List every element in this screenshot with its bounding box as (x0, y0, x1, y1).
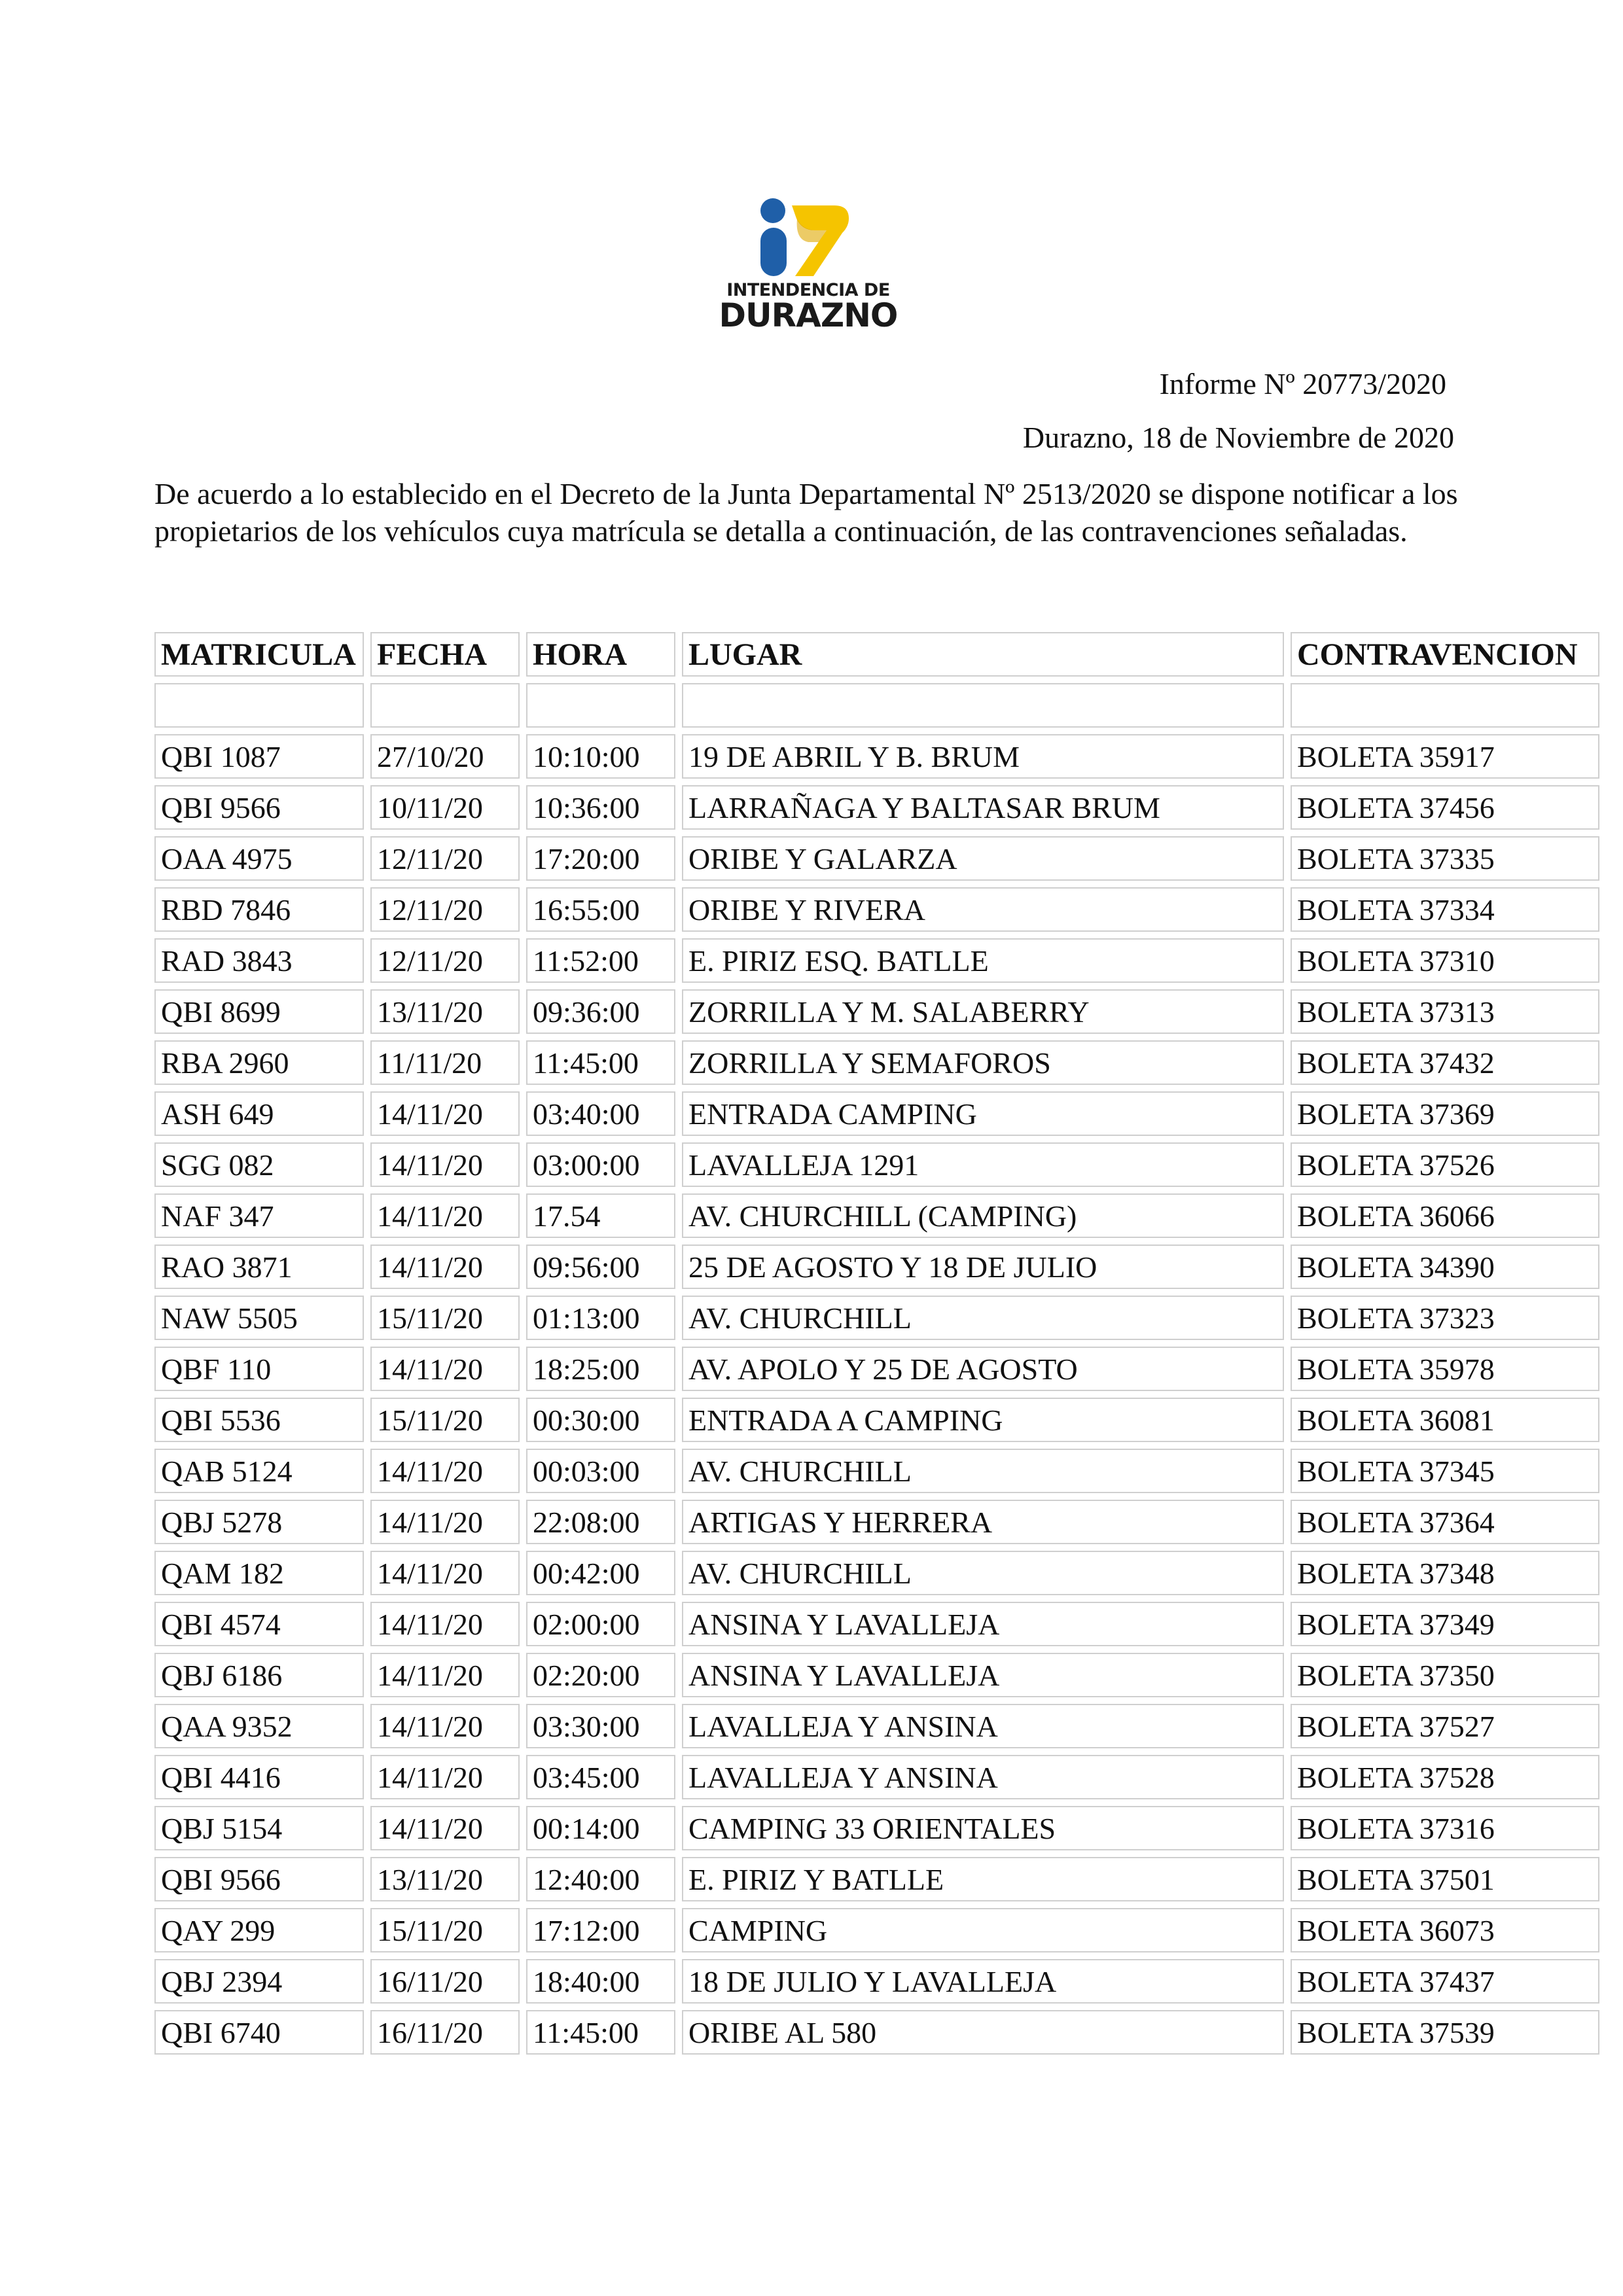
table-row (154, 1193, 1599, 1238)
cell-matricula: QAM 182 (154, 1551, 364, 1595)
table-row (154, 1347, 1599, 1391)
cell-lugar: ORIBE Y GALARZA (682, 836, 1284, 881)
cell-fecha: 14/11/20 (370, 1602, 520, 1646)
cell-fecha: 14/11/20 (370, 1653, 520, 1697)
cell-contravencion: BOLETA 37345 (1291, 1449, 1599, 1493)
table-row (154, 1449, 1599, 1493)
cell-lugar: ANSINA Y LAVALLEJA (682, 1602, 1284, 1646)
cell-contravencion: BOLETA 35917 (1291, 734, 1599, 779)
cell-matricula: RAD 3843 (154, 938, 364, 983)
table-row (154, 1959, 1599, 2004)
cell-fecha: 27/10/20 (370, 734, 520, 779)
cell-fecha: 15/11/20 (370, 1908, 520, 1952)
cell-hora: 17:12:00 (526, 1908, 675, 1952)
table-header-row (154, 632, 1599, 677)
cell-lugar: ORIBE Y RIVERA (682, 887, 1284, 932)
cell-hora: 17:20:00 (526, 836, 675, 881)
cell-hora: 12:40:00 (526, 1857, 675, 1901)
table-row (154, 1653, 1599, 1697)
cell-matricula: SGG 082 (154, 1142, 364, 1187)
cell-matricula: QBF 110 (154, 1347, 364, 1391)
cell-matricula: ASH 649 (154, 1091, 364, 1136)
cell-fecha: 12/11/20 (370, 887, 520, 932)
table-row (154, 887, 1599, 932)
cell-hora: 09:36:00 (526, 989, 675, 1034)
cell-fecha: 14/11/20 (370, 1091, 520, 1136)
cell-matricula: QBJ 5278 (154, 1500, 364, 1544)
cell-contravencion: BOLETA 37335 (1291, 836, 1599, 881)
cell-contravencion: BOLETA 37456 (1291, 785, 1599, 830)
cell-contravencion: BOLETA 37369 (1291, 1091, 1599, 1136)
cell-fecha: 14/11/20 (370, 1449, 520, 1493)
cell-lugar: 19 DE ABRIL Y B. BRUM (682, 734, 1284, 779)
cell-lugar: ENTRADA CAMPING (682, 1091, 1284, 1136)
table-row (154, 1040, 1599, 1085)
cell-matricula: QBI 8699 (154, 989, 364, 1034)
cell-contravencion: BOLETA 36066 (1291, 1193, 1599, 1238)
empty-cell (682, 683, 1284, 728)
cell-matricula: QBI 1087 (154, 734, 364, 779)
header-fecha: FECHA (370, 632, 520, 677)
table-row (154, 1857, 1599, 1901)
cell-hora: 18:25:00 (526, 1347, 675, 1391)
cell-matricula: QBI 5536 (154, 1398, 364, 1442)
cell-hora: 11:45:00 (526, 2010, 675, 2055)
cell-lugar: ZORRILLA Y M. SALABERRY (682, 989, 1284, 1034)
empty-cell (154, 683, 364, 728)
cell-contravencion: BOLETA 37348 (1291, 1551, 1599, 1595)
cell-matricula: QAY 299 (154, 1908, 364, 1952)
report-number: Informe Nº 20773/2020 (1159, 367, 1446, 400)
header-hora: HORA (526, 632, 675, 677)
cell-fecha: 11/11/20 (370, 1040, 520, 1085)
infractions-table (148, 626, 1606, 2061)
cell-lugar: ZORRILLA Y SEMAFOROS (682, 1040, 1284, 1085)
cell-hora: 03:40:00 (526, 1091, 675, 1136)
cell-fecha: 14/11/20 (370, 1245, 520, 1289)
cell-matricula: QAB 5124 (154, 1449, 364, 1493)
table-row (154, 1398, 1599, 1442)
cell-lugar: E. PIRIZ Y BATLLE (682, 1857, 1284, 1901)
empty-cell (370, 683, 520, 728)
cell-fecha: 14/11/20 (370, 1500, 520, 1544)
cell-contravencion: BOLETA 37310 (1291, 938, 1599, 983)
cell-hora: 11:45:00 (526, 1040, 675, 1085)
cell-fecha: 14/11/20 (370, 1704, 520, 1748)
cell-fecha: 13/11/20 (370, 1857, 520, 1901)
table-row (154, 1296, 1599, 1340)
table-row (154, 2010, 1599, 2055)
cell-matricula: QBI 9566 (154, 1857, 364, 1901)
cell-hora: 01:13:00 (526, 1296, 675, 1340)
cell-contravencion: BOLETA 36073 (1291, 1908, 1599, 1952)
cell-fecha: 12/11/20 (370, 938, 520, 983)
cell-hora: 02:20:00 (526, 1653, 675, 1697)
cell-matricula: RBD 7846 (154, 887, 364, 932)
table-row (154, 734, 1599, 779)
cell-contravencion: BOLETA 37526 (1291, 1142, 1599, 1187)
cell-lugar: AV. CHURCHILL (682, 1296, 1284, 1340)
table-row (154, 785, 1599, 830)
cell-matricula: NAF 347 (154, 1193, 364, 1238)
cell-contravencion: BOLETA 37349 (1291, 1602, 1599, 1646)
table-row (154, 938, 1599, 983)
cell-lugar: LAVALLEJA Y ANSINA (682, 1755, 1284, 1799)
cell-contravencion: BOLETA 36081 (1291, 1398, 1599, 1442)
cell-lugar: ORIBE AL 580 (682, 2010, 1284, 2055)
cell-hora: 00:14:00 (526, 1806, 675, 1850)
cell-contravencion: BOLETA 37501 (1291, 1857, 1599, 1901)
cell-lugar: CAMPING (682, 1908, 1284, 1952)
cell-hora: 18:40:00 (526, 1959, 675, 2004)
cell-hora: 22:08:00 (526, 1500, 675, 1544)
cell-matricula: QBJ 6186 (154, 1653, 364, 1697)
cell-hora: 02:00:00 (526, 1602, 675, 1646)
cell-hora: 03:00:00 (526, 1142, 675, 1187)
cell-hora: 17.54 (526, 1193, 675, 1238)
table-row (154, 1602, 1599, 1646)
logo-mark-icon (704, 196, 913, 281)
cell-contravencion: BOLETA 37313 (1291, 989, 1599, 1034)
cell-contravencion: BOLETA 37334 (1291, 887, 1599, 932)
cell-lugar: ARTIGAS Y HERRERA (682, 1500, 1284, 1544)
cell-hora: 10:10:00 (526, 734, 675, 779)
table-row (154, 836, 1599, 881)
cell-matricula: QBJ 5154 (154, 1806, 364, 1850)
cell-fecha: 14/11/20 (370, 1806, 520, 1850)
table-row (154, 1500, 1599, 1544)
cell-matricula: QBJ 2394 (154, 1959, 364, 2004)
intendencia-logo (704, 196, 913, 337)
cell-lugar: 18 DE JULIO Y LAVALLEJA (682, 1959, 1284, 2004)
cell-fecha: 14/11/20 (370, 1551, 520, 1595)
cell-hora: 00:03:00 (526, 1449, 675, 1493)
cell-hora: 00:42:00 (526, 1551, 675, 1595)
cell-hora: 10:36:00 (526, 785, 675, 830)
cell-contravencion: BOLETA 37350 (1291, 1653, 1599, 1697)
header-contravencion: CONTRAVENCION (1291, 632, 1599, 677)
cell-fecha: 16/11/20 (370, 1959, 520, 2004)
cell-matricula: RBA 2960 (154, 1040, 364, 1085)
cell-matricula: OAA 4975 (154, 836, 364, 881)
cell-lugar: 25 DE AGOSTO Y 18 DE JULIO (682, 1245, 1284, 1289)
header-matricula: MATRICULA (154, 632, 364, 677)
intro-paragraph: De acuerdo a lo establecido en el Decreto de la Junta Departamental Nº 2513/2020 se dispone notificar a los propietarios de los vehículos cuya matrícula se detalla a continuación, de las contravenciones señaladas. (154, 477, 1458, 548)
cell-hora: 09:56:00 (526, 1245, 675, 1289)
cell-matricula: QAA 9352 (154, 1704, 364, 1748)
cell-lugar: E. PIRIZ ESQ. BATLLE (682, 938, 1284, 983)
cell-matricula: QBI 4416 (154, 1755, 364, 1799)
cell-contravencion: BOLETA 37432 (1291, 1040, 1599, 1085)
cell-hora: 11:52:00 (526, 938, 675, 983)
cell-lugar: CAMPING 33 ORIENTALES (682, 1806, 1284, 1850)
cell-fecha: 10/11/20 (370, 785, 520, 830)
cell-fecha: 16/11/20 (370, 2010, 520, 2055)
cell-fecha: 15/11/20 (370, 1398, 520, 1442)
cell-contravencion: BOLETA 37437 (1291, 1959, 1599, 2004)
table-row (154, 1245, 1599, 1289)
table-row (154, 1142, 1599, 1187)
cell-fecha: 12/11/20 (370, 836, 520, 881)
cell-hora: 16:55:00 (526, 887, 675, 932)
cell-lugar: ANSINA Y LAVALLEJA (682, 1653, 1284, 1697)
table-row (154, 1704, 1599, 1748)
cell-fecha: 14/11/20 (370, 1347, 520, 1391)
logo-text-line2: DURAZNO (719, 296, 898, 334)
cell-matricula: RAO 3871 (154, 1245, 364, 1289)
cell-hora: 03:45:00 (526, 1755, 675, 1799)
cell-lugar: ENTRADA A CAMPING (682, 1398, 1284, 1442)
cell-fecha: 14/11/20 (370, 1755, 520, 1799)
table-row (154, 1755, 1599, 1799)
table-row (154, 1551, 1599, 1595)
cell-contravencion: BOLETA 37323 (1291, 1296, 1599, 1340)
cell-lugar: AV. CHURCHILL (682, 1551, 1284, 1595)
cell-contravencion: BOLETA 37528 (1291, 1755, 1599, 1799)
cell-contravencion: BOLETA 34390 (1291, 1245, 1599, 1289)
report-date: Durazno, 18 de Noviembre de 2020 (1022, 421, 1454, 454)
cell-contravencion: BOLETA 37364 (1291, 1500, 1599, 1544)
cell-matricula: QBI 6740 (154, 2010, 364, 2055)
cell-contravencion: BOLETA 37539 (1291, 2010, 1599, 2055)
cell-matricula: QBI 4574 (154, 1602, 364, 1646)
empty-row (154, 683, 1599, 728)
cell-fecha: 14/11/20 (370, 1142, 520, 1187)
cell-lugar: AV. CHURCHILL (682, 1449, 1284, 1493)
table-row (154, 1908, 1599, 1952)
header-lugar: LUGAR (682, 632, 1284, 677)
cell-lugar: AV. CHURCHILL (CAMPING) (682, 1193, 1284, 1238)
cell-lugar: LAVALLEJA 1291 (682, 1142, 1284, 1187)
cell-contravencion: BOLETA 35978 (1291, 1347, 1599, 1391)
cell-matricula: NAW 5505 (154, 1296, 364, 1340)
cell-lugar: LARRAÑAGA Y BALTASAR BRUM (682, 785, 1284, 830)
cell-matricula: QBI 9566 (154, 785, 364, 830)
empty-cell (1291, 683, 1599, 728)
cell-hora: 03:30:00 (526, 1704, 675, 1748)
table-row (154, 1091, 1599, 1136)
table-row (154, 989, 1599, 1034)
table-row (154, 1806, 1599, 1850)
cell-hora: 00:30:00 (526, 1398, 675, 1442)
cell-fecha: 15/11/20 (370, 1296, 520, 1340)
cell-lugar: LAVALLEJA Y ANSINA (682, 1704, 1284, 1748)
cell-lugar: AV. APOLO Y 25 DE AGOSTO (682, 1347, 1284, 1391)
table-body (154, 683, 1599, 2055)
cell-fecha: 14/11/20 (370, 1193, 520, 1238)
cell-contravencion: BOLETA 37527 (1291, 1704, 1599, 1748)
logo-text-line1: INTENDENCIA DE (726, 280, 890, 300)
cell-contravencion: BOLETA 37316 (1291, 1806, 1599, 1850)
empty-cell (526, 683, 675, 728)
cell-fecha: 13/11/20 (370, 989, 520, 1034)
